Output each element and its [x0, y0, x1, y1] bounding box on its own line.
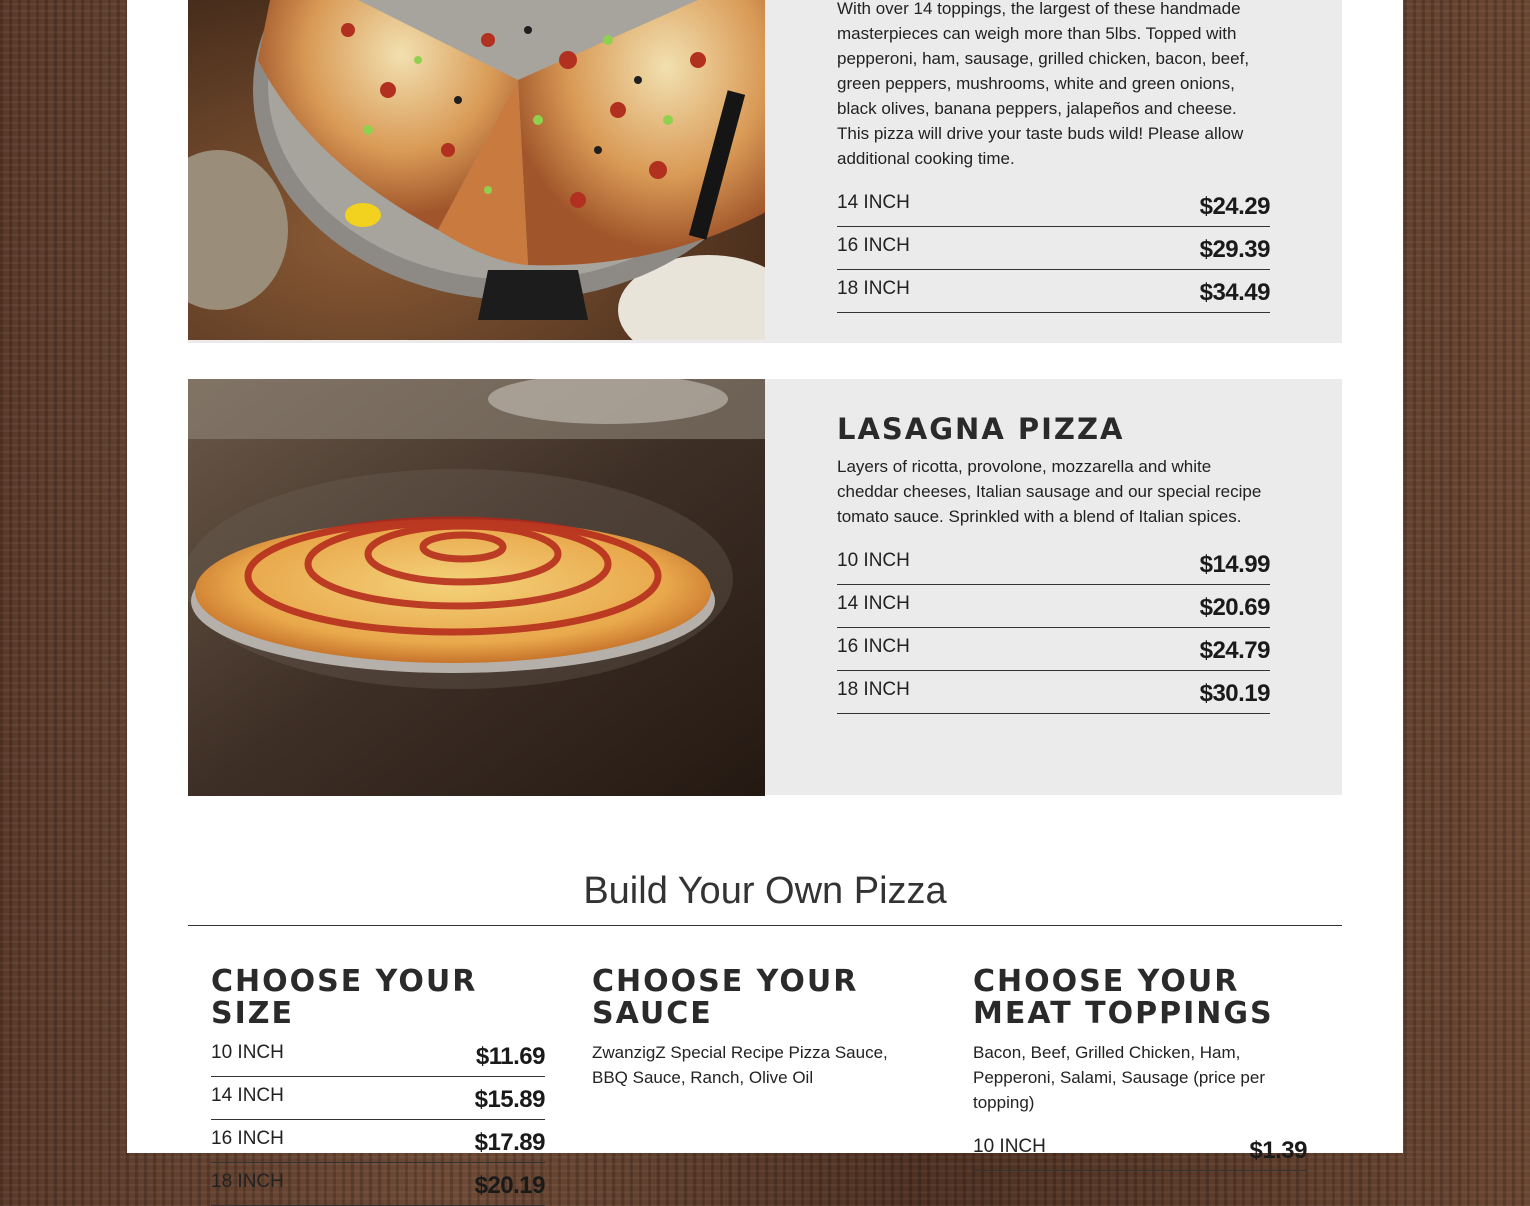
- price-value: $1.39: [1249, 1137, 1307, 1164]
- choose-meat-column: [973, 966, 1307, 1171]
- size-label: 10 INCH: [837, 550, 910, 571]
- size-label: 16 INCH: [837, 636, 910, 657]
- size-label: 14 INCH: [837, 593, 910, 614]
- choose-sauce-column: [592, 966, 926, 1090]
- price-row: [211, 1163, 545, 1206]
- price-row: [973, 1128, 1307, 1171]
- choose-size-column: [211, 966, 545, 1206]
- price-row: [837, 585, 1270, 628]
- size-label: 18 INCH: [837, 679, 910, 700]
- price-row: [837, 671, 1270, 714]
- pizza-description: With over 14 toppings, the largest of these handmade masterpieces can weigh more than 5lbs. Topped with pepperoni, ham, sausage, grilled chicken, bacon, beef, green peppers, mushrooms, white and green onions, black olives, banana peppers, jalapeños and cheese. This pizza will drive your taste buds wild! Please allow additional cooking time.: [837, 0, 1250, 168]
- price-row: [837, 628, 1270, 671]
- pizza-photo: [188, 0, 765, 340]
- meat-description: Bacon, Beef, Grilled Chicken, Ham, Pepperoni, Salami, Sausage (price per topping): [973, 1043, 1265, 1112]
- size-label: 14 INCH: [211, 1085, 284, 1106]
- lasagna-pizza-card: [188, 379, 1342, 795]
- price-row: [211, 1077, 545, 1120]
- price-value: $34.49: [1199, 279, 1270, 306]
- specialty-pizza-card: [188, 0, 1342, 343]
- price-value: $29.39: [1199, 236, 1270, 263]
- lasagna-pizza-info: [837, 412, 1270, 714]
- price-list: [837, 542, 1270, 714]
- choose-size-title: CHOOSE YOUR SIZE: [211, 964, 478, 1031]
- section-divider: [188, 925, 1342, 926]
- size-label: 10 INCH: [211, 1042, 284, 1063]
- price-row: [211, 1120, 545, 1163]
- price-list: [837, 184, 1270, 313]
- size-label: 10 INCH: [973, 1136, 1046, 1157]
- choose-meat-title: CHOOSE YOUR MEAT TOPPINGS: [973, 964, 1274, 1031]
- menu-page: [127, 0, 1403, 1199]
- price-list: [973, 1128, 1307, 1171]
- price-value: $14.99: [1199, 551, 1270, 578]
- price-list: [211, 1034, 545, 1206]
- size-label: 14 INCH: [837, 192, 910, 213]
- size-label: 18 INCH: [211, 1171, 284, 1192]
- price-value: $24.29: [1199, 193, 1270, 220]
- price-value: $24.79: [1199, 637, 1270, 664]
- pizza-info: [837, 0, 1270, 313]
- size-label: 16 INCH: [211, 1128, 284, 1149]
- price-row: [837, 184, 1270, 227]
- choose-sauce-title: CHOOSE YOUR SAUCE: [592, 964, 859, 1031]
- price-row: [211, 1034, 545, 1077]
- price-value: $11.69: [475, 1043, 545, 1070]
- price-row: [837, 270, 1270, 313]
- price-value: $30.19: [1199, 680, 1270, 707]
- size-label: 16 INCH: [837, 235, 910, 256]
- size-label: 18 INCH: [837, 278, 910, 299]
- build-your-own-heading: Build Your Own Pizza: [583, 870, 947, 912]
- price-value: $20.69: [1199, 594, 1270, 621]
- sauce-description: ZwanzigZ Special Recipe Pizza Sauce, BBQ Sauce, Ranch, Olive Oil: [592, 1043, 888, 1087]
- pizza-description: Layers of ricotta, provolone, mozzarella and white cheddar cheeses, Italian sausage and our special recipe tomato sauce. Sprinkled with a blend of Italian spices.: [837, 457, 1262, 526]
- price-row: [837, 227, 1270, 270]
- price-value: $15.89: [474, 1086, 545, 1113]
- price-value: $20.19: [474, 1172, 545, 1199]
- pizza-title: LASAGNA PIZZA: [837, 412, 1125, 446]
- price-value: $17.89: [474, 1129, 545, 1156]
- price-row: [837, 542, 1270, 585]
- lasagna-pizza-photo: [188, 379, 765, 796]
